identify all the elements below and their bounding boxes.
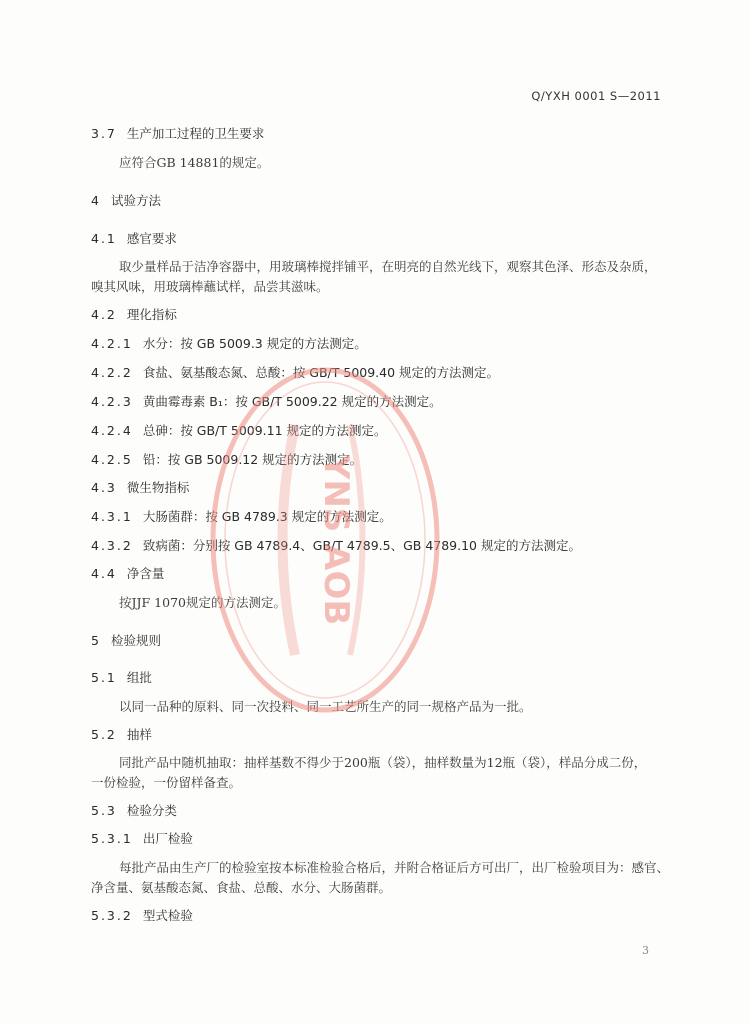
section-heading	[91, 392, 442, 410]
section-title: 净含量	[126, 566, 165, 581]
paragraph-line: 按JJF 1070规定的方法测定。	[119, 595, 286, 610]
section-title: 铅：按 GB 5009.12 规定的方法测定。	[142, 452, 363, 467]
section-title: 抽样	[126, 727, 152, 742]
section-title: 致病菌：分别按 GB 4789.4、GB/T 4789.5、GB 4789.10 规定的方法测定。	[142, 538, 581, 553]
section-number: 5	[91, 633, 101, 648]
section-number: 4.3.1	[91, 509, 133, 524]
section-number: 4.2.1	[91, 336, 133, 351]
section-heading	[91, 363, 499, 381]
section-number: 5.3	[91, 803, 117, 818]
section-number: 5.3.2	[91, 908, 133, 923]
paragraph-line: 以同一品种的原料、同一次投料、同一工艺所生产的同一规格产品为一批。	[119, 699, 532, 714]
section-number: 4.1	[91, 231, 117, 246]
section-heading	[91, 478, 189, 496]
section-heading	[91, 725, 152, 743]
section-title: 大肠菌群：按 GB 4789.3 规定的方法测定。	[142, 509, 392, 524]
section-heading	[91, 507, 392, 525]
paragraph-line: 应符合GB 14881的规定。	[119, 155, 270, 170]
section-number: 4.3.2	[91, 538, 133, 553]
section-heading	[91, 191, 161, 209]
section-heading	[91, 906, 193, 924]
paragraph-line: 每批产品由生产厂的检验室按本标准检验合格后，并附合格证后方可出厂，出厂检验项目为：感官、	[119, 860, 670, 875]
section-heading	[91, 564, 164, 582]
section-heading	[91, 421, 387, 439]
section-title: 检验分类	[126, 803, 177, 818]
section-number: 4.2.5	[91, 452, 133, 467]
section-heading	[91, 229, 177, 247]
section-title: 总砷：按 GB/T 5009.11 规定的方法测定。	[142, 423, 387, 438]
section-title: 出厂检验	[142, 831, 193, 846]
section-number: 5.3.1	[91, 831, 133, 846]
section-title: 黄曲霉毒素 B₁：按 GB/T 5009.22 规定的方法测定。	[142, 394, 442, 409]
section-title: 检验规则	[110, 633, 161, 648]
section-title: 型式检验	[142, 908, 193, 923]
section-title: 生产加工过程的卫生要求	[126, 126, 265, 141]
section-number: 4.2	[91, 307, 117, 322]
section-title: 感官要求	[126, 231, 177, 246]
section-number: 4	[91, 193, 101, 208]
section-title: 微生物指标	[126, 480, 190, 495]
section-heading	[91, 124, 264, 142]
paragraph-line: 净含量、氨基酸态氮、食盐、总酸、水分、大肠菌群。	[91, 880, 392, 895]
section-heading	[91, 801, 177, 819]
section-number: 4.2.4	[91, 423, 133, 438]
section-number: 4.2.2	[91, 365, 133, 380]
section-heading	[91, 668, 152, 686]
section-number: 5.1	[91, 670, 117, 685]
section-title: 理化指标	[126, 307, 177, 322]
section-title: 组批	[126, 670, 152, 685]
page-number: 3	[642, 944, 649, 957]
section-title: 水分：按 GB 5009.3 规定的方法测定。	[142, 336, 367, 351]
section-heading	[91, 450, 362, 468]
section-heading	[91, 829, 193, 847]
section-heading	[91, 334, 367, 352]
section-number: 4.2.3	[91, 394, 133, 409]
section-title: 试验方法	[110, 193, 161, 208]
section-heading	[91, 631, 161, 649]
paragraph-line: 取少量样品于洁净容器中，用玻璃棒搅拌铺平，在明亮的自然光线下，观察其色泽、形态及杂质，	[119, 259, 657, 274]
section-number: 4.4	[91, 566, 117, 581]
section-number: 5.2	[91, 727, 117, 742]
section-title: 食盐、氨基酸态氮、总酸：按 GB/T 5009.40 规定的方法测定。	[142, 365, 500, 380]
paragraph-line: 同批产品中随机抽取：抽样基数不得少于200瓶（袋），抽样数量为12瓶（袋），样品分成二份，	[119, 755, 647, 770]
standard-code: Q/YXH 0001 S—2011	[531, 89, 661, 103]
section-number: 3.7	[91, 126, 117, 141]
section-number: 4.3	[91, 480, 117, 495]
paragraph-line: 嗅其风味，用玻璃棒蘸试样，品尝其滋味。	[91, 279, 329, 294]
stamp-inner-text: YNS AOB	[316, 454, 356, 626]
section-heading	[91, 305, 177, 323]
paragraph-line: 一份检验，一份留样备查。	[91, 775, 242, 790]
section-heading	[91, 536, 581, 554]
